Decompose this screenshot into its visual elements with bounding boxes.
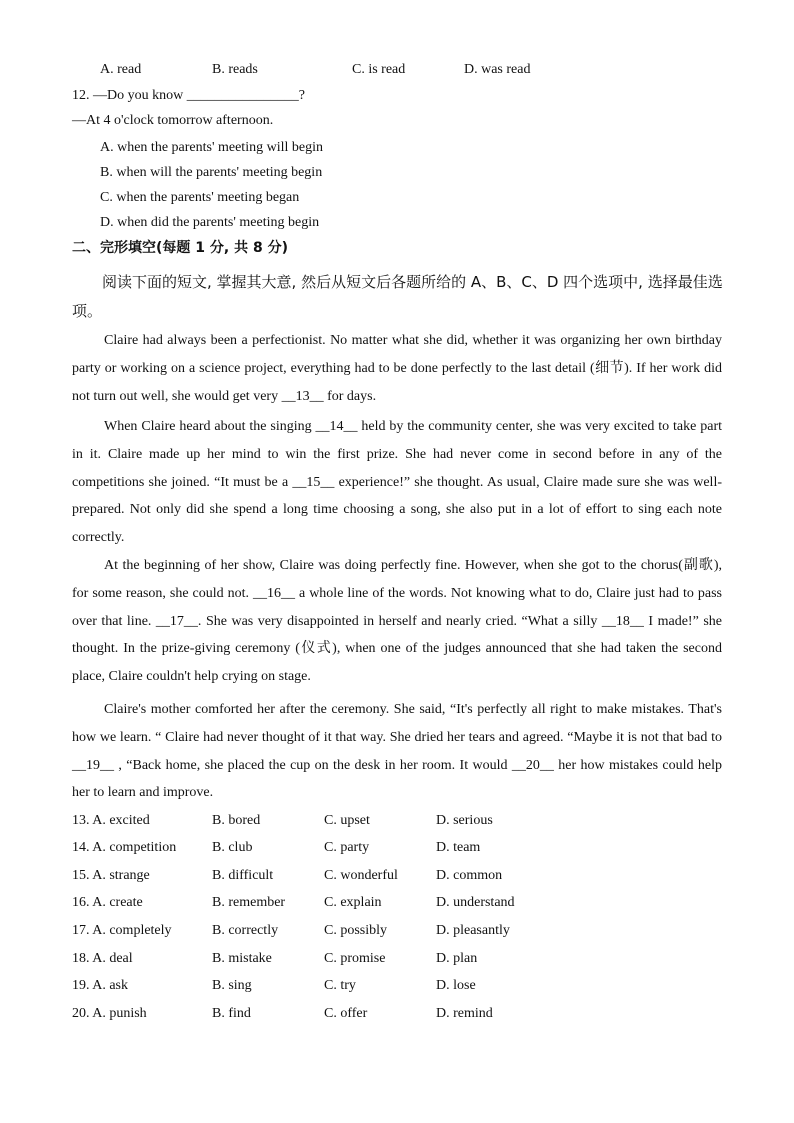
q16-option-a: 16. A. create xyxy=(72,895,143,910)
q14-option-a: 14. A. competition xyxy=(72,840,177,855)
q19-option-c: C. try xyxy=(324,978,356,993)
q17-option-a: 17. A. completely xyxy=(72,923,172,938)
q17-option-d: D. pleasantly xyxy=(436,923,510,938)
q12-option-d: D. when did the parents' meeting begin xyxy=(100,215,320,230)
q19-option-d: D. lose xyxy=(436,978,476,993)
q12-option-c: C. when the parents' meeting began xyxy=(100,190,300,205)
q12-answer-line: —At 4 o'clock tomorrow afternoon. xyxy=(72,113,274,128)
q20-option-c: C. offer xyxy=(324,1006,368,1021)
q17-option-b: B. correctly xyxy=(212,923,279,938)
q20-option-d: D. remind xyxy=(436,1006,493,1021)
q19-option-a: 19. A. ask xyxy=(72,978,128,993)
q19-option-b: B. sing xyxy=(212,978,252,993)
q16-option-b: B. remember xyxy=(212,895,286,910)
passage-paragraph-1: Claire had always been a perfectionist. No matter what she did, whether it was organizing her own birthday party or working on a science project, everything had to be done perfectly to the last detail (细节). If her work did not turn out well, she would get very __13__ for days. xyxy=(72,333,722,404)
q13-option-c: C. upset xyxy=(324,813,370,828)
q12-option-b: B. when will the parents' meeting begin xyxy=(100,165,323,180)
q15-option-d: D. common xyxy=(436,868,503,883)
passage-paragraph-3: At the beginning of her show, Claire was doing perfectly fine. However, when she got to the chorus(副歌), for some reason, she could not. __16__ a whole line of the words. Not knowing what to do, Claire just had to pass over that line. __17__. She was very disappointed in herself and nearly cried. “What a silly __18__ I made!” she thought. In the prize-giving ceremony (仪式), when one of the judges announced that she had taken the second place, Claire couldn't help crying on stage. xyxy=(72,558,722,685)
q13-option-a: 13. A. excited xyxy=(72,813,150,828)
q14-option-b: B. club xyxy=(212,840,253,855)
q14-option-c: C. party xyxy=(324,840,370,855)
q11-option-a: A. read xyxy=(100,62,142,77)
q20-option-a: 20. A. punish xyxy=(72,1006,147,1021)
q18-option-d: D. plan xyxy=(436,951,478,966)
q11-option-c: C. is read xyxy=(352,62,406,77)
section-heading: 二、完形填空(每题 1 分, 共 8 分) xyxy=(72,240,288,256)
q14-option-d: D. team xyxy=(436,840,481,855)
q18-option-a: 18. A. deal xyxy=(72,951,133,966)
q16-option-c: C. explain xyxy=(324,895,382,910)
q15-option-c: C. wonderful xyxy=(324,868,398,883)
q15-option-a: 15. A. strange xyxy=(72,868,150,883)
q11-option-d: D. was read xyxy=(464,62,531,77)
section-instruction: 阅读下面的短文, 掌握其大意, 然后从短文后各题所给的 A、B、C、D 四个选项中, 选择最佳选项。 xyxy=(72,273,723,320)
q13-option-b: B. bored xyxy=(212,813,261,828)
q20-option-b: B. find xyxy=(212,1006,251,1021)
q13-option-d: D. serious xyxy=(436,813,493,828)
q18-option-c: C. promise xyxy=(324,951,386,966)
passage-paragraph-4: Claire's mother comforted her after the ceremony. She said, “It's perfectly all right to make mistakes. That's how we learn. “ Claire had never thought of it that way. She dried her tears and agreed. “Maybe it is not that bad to __19__ , “Back home, she placed the cup on the desk in her room. It would __20__ her how mistakes could help her to learn and improve. xyxy=(72,702,722,801)
q18-option-b: B. mistake xyxy=(212,951,272,966)
q12-option-a: A. when the parents' meeting will begin xyxy=(100,140,323,155)
q15-option-b: B. difficult xyxy=(212,868,274,883)
passage-paragraph-2: When Claire heard about the singing __14__ held by the community center, she was very excited to take part in it. Claire made up her mind to win the first prize. She had never come in second before in any of the competitions she joined. “It must be a __15__ experience!” she thought. As usual, Claire made sure she was well-prepared. Not only did she spend a long time choosing a song, she also put in a lot of effort to sing each note correctly. xyxy=(72,419,722,546)
q16-option-d: D. understand xyxy=(436,895,515,910)
q11-option-b: B. reads xyxy=(212,62,258,77)
q12-stem: 12. —Do you know ________________? xyxy=(72,88,305,103)
q17-option-c: C. possibly xyxy=(324,923,388,938)
